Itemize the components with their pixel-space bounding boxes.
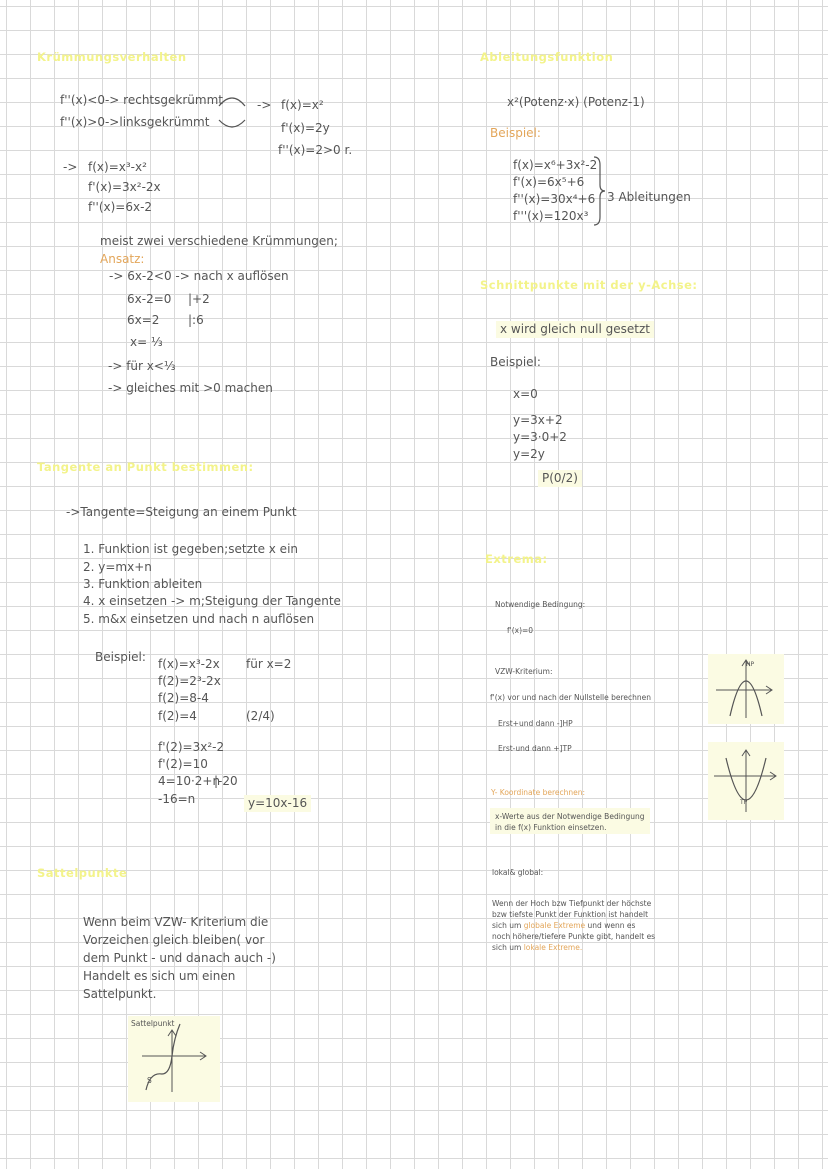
curvature-ex-arrow: -> xyxy=(63,160,78,174)
tangent-ex-b4: f(2)=4 xyxy=(158,709,197,723)
ansatz-step5: -> für x<⅓ xyxy=(108,359,176,373)
tangent-ex-point: (2/4) xyxy=(246,709,275,723)
tangent-step-1: 1. Funktion ist gegeben;setzte x ein xyxy=(83,542,299,556)
derivative-d2: f'(x)=6x⁵+6 xyxy=(513,175,585,189)
curvature-example-f2: f''(x)=2>0 r. xyxy=(278,143,353,157)
derivative-heading: Ableitungsfunktion xyxy=(480,50,614,64)
extrema-y-text-1: x-Werte aus der Notwendige Bedingung xyxy=(495,812,645,821)
tangent-ex-b2: f(2)=2³-2x xyxy=(158,674,221,688)
yintercept-y2: y=3x+2 xyxy=(513,413,563,427)
ansatz-step4: x= ⅓ xyxy=(130,335,163,349)
tangent-ex-b1-note: für x=2 xyxy=(246,657,292,671)
derivative-brace-icon xyxy=(592,155,606,227)
curvature-example-f1: f'(x)=2y xyxy=(281,121,330,135)
tangent-heading: Tangente an Punkt bestimmen: xyxy=(37,460,254,474)
ansatz-step3-op: |:6 xyxy=(188,313,204,327)
extrema-necessary-label: Notwendige Bedingung: xyxy=(495,600,586,609)
derivative-rule: x²(Potenz·x) (Potenz-1) xyxy=(507,95,645,109)
saddle-text-3: dem Punkt - und danach auch -) xyxy=(83,951,276,965)
extrema-y-label: Y- Koordinate berechnen: xyxy=(491,788,586,797)
curvature-ex-f1: f'(x)=3x²-2x xyxy=(88,180,161,194)
tangent-ex-c1: f'(2)=3x²-2 xyxy=(158,740,225,754)
ansatz-step3: 6x=2 xyxy=(127,313,160,327)
extrema-max-graph-label: HP xyxy=(746,661,755,668)
curvature-heading: Krümmungsverhalten xyxy=(37,50,187,64)
saddle-text-5: Sattelpunkt. xyxy=(83,987,157,1001)
curvature-arcs-icon xyxy=(217,92,247,132)
yintercept-heading: Schnittpunkte mit der y-Achse: xyxy=(480,278,698,292)
curvature-rule-left: f''(x)>0->linksgekrümmt xyxy=(60,115,210,129)
tangent-step-4: 4. x einsetzen -> m;Steigung der Tangente xyxy=(83,594,341,608)
tangent-example-label: Beispiel: xyxy=(95,650,146,664)
derivative-d4: f'''(x)=120x³ xyxy=(513,209,589,223)
saddle-text-2: Vorzeichen gleich bleiben( vor xyxy=(83,933,265,947)
tangent-ex-b3: f(2)=8-4 xyxy=(158,691,209,705)
yintercept-rule: x wird gleich null gesetzt xyxy=(496,321,654,338)
curvature-note: meist zwei verschiedene Krümmungen; xyxy=(100,234,338,248)
ansatz-label: Ansatz: xyxy=(100,252,145,266)
extrema-local-text-2: bzw tiefste Punkt der Funktion ist handelt xyxy=(492,910,649,919)
extrema-y-text-2: in die f(x) Funktion einsetzen. xyxy=(495,823,607,832)
extrema-min-graph xyxy=(708,742,784,820)
extrema-local-text-1: Wenn der Hoch bzw Tiefpunkt der höchste xyxy=(492,899,652,908)
saddle-heading: Sattelpunkte xyxy=(37,866,128,880)
saddle-text-1: Wenn beim VZW- Kriterium die xyxy=(83,915,269,929)
tangent-definition: ->Tangente=Steigung an einem Punkt xyxy=(66,505,297,519)
extrema-local-text-5: sich um lokale Extreme. xyxy=(492,943,583,952)
tangent-ex-c2: f'(2)=10 xyxy=(158,757,208,771)
derivative-brace-note: 3 Ableitungen xyxy=(607,190,691,204)
tangent-ex-b1: f(x)=x³-2x xyxy=(158,657,220,671)
curvature-ex-f: f(x)=x³-x² xyxy=(88,160,147,174)
tangent-step-5: 5. m&x einsetzen und nach n auflösen xyxy=(83,612,315,626)
extrema-local-text-4: noch höhere/tiefere Punkte gibt, handelt es xyxy=(492,932,656,941)
extrema-case-max: Erst+und dann -]HP xyxy=(498,719,573,728)
curvature-rule-right: f''(x)<0-> rechtsgekrümmt xyxy=(60,93,223,107)
yintercept-y3: y=3·0+2 xyxy=(513,430,567,444)
tangent-ex-c4: -16=n xyxy=(158,792,196,806)
yintercept-example-label: Beispiel: xyxy=(490,355,541,369)
ansatz-step6: -> gleiches mit >0 machen xyxy=(108,381,273,395)
yintercept-result: P(0/2) xyxy=(538,470,582,487)
derivative-d3: f''(x)=30x⁴+6 xyxy=(513,192,596,206)
extrema-min-graph-label: TP xyxy=(740,799,748,806)
derivative-example-label: Beispiel: xyxy=(490,126,541,140)
ansatz-step1: -> 6x-2<0 -> nach x auflösen xyxy=(109,269,289,283)
saddle-point-label: S xyxy=(147,1076,152,1085)
curvature-example-arrow: -> xyxy=(257,98,272,112)
extrema-necessary-eq: f'(x)=0 xyxy=(507,626,534,635)
yintercept-y1: x=0 xyxy=(513,387,538,401)
curvature-ex-f2: f''(x)=6x-2 xyxy=(88,200,153,214)
curvature-example-f: f(x)=x² xyxy=(281,98,324,112)
tangent-step-3: 3. Funktion ableiten xyxy=(83,577,203,591)
extrema-vzw-text: f'(x) vor und nach der Nullstelle berechnen xyxy=(490,693,652,702)
yintercept-y4: y=2y xyxy=(513,447,545,461)
extrema-case-min: Erst-und dann +]TP xyxy=(498,744,572,753)
tangent-ex-c3-op: |-20 xyxy=(214,774,238,788)
extrema-local-label: lokal& global: xyxy=(492,868,544,877)
saddle-graph xyxy=(128,1016,220,1102)
ansatz-step2: 6x-2=0 xyxy=(127,292,172,306)
tangent-step-2: 2. y=mx+n xyxy=(83,560,152,574)
saddle-graph-label: Sattelpunkt xyxy=(131,1019,175,1028)
ansatz-step2-op: |+2 xyxy=(188,292,210,306)
saddle-text-4: Handelt es sich um einen xyxy=(83,969,236,983)
extrema-heading: Extrema: xyxy=(485,552,548,566)
derivative-d1: f(x)=x⁶+3x²-2 xyxy=(513,158,598,172)
extrema-local-text-3: sich um globale Extreme und wenn es xyxy=(492,921,636,930)
tangent-ex-c3: 4=10·2+n xyxy=(158,774,221,788)
tangent-result: y=10x-16 xyxy=(244,795,311,812)
extrema-vzw-label: VZW-Kriterium: xyxy=(495,667,553,676)
